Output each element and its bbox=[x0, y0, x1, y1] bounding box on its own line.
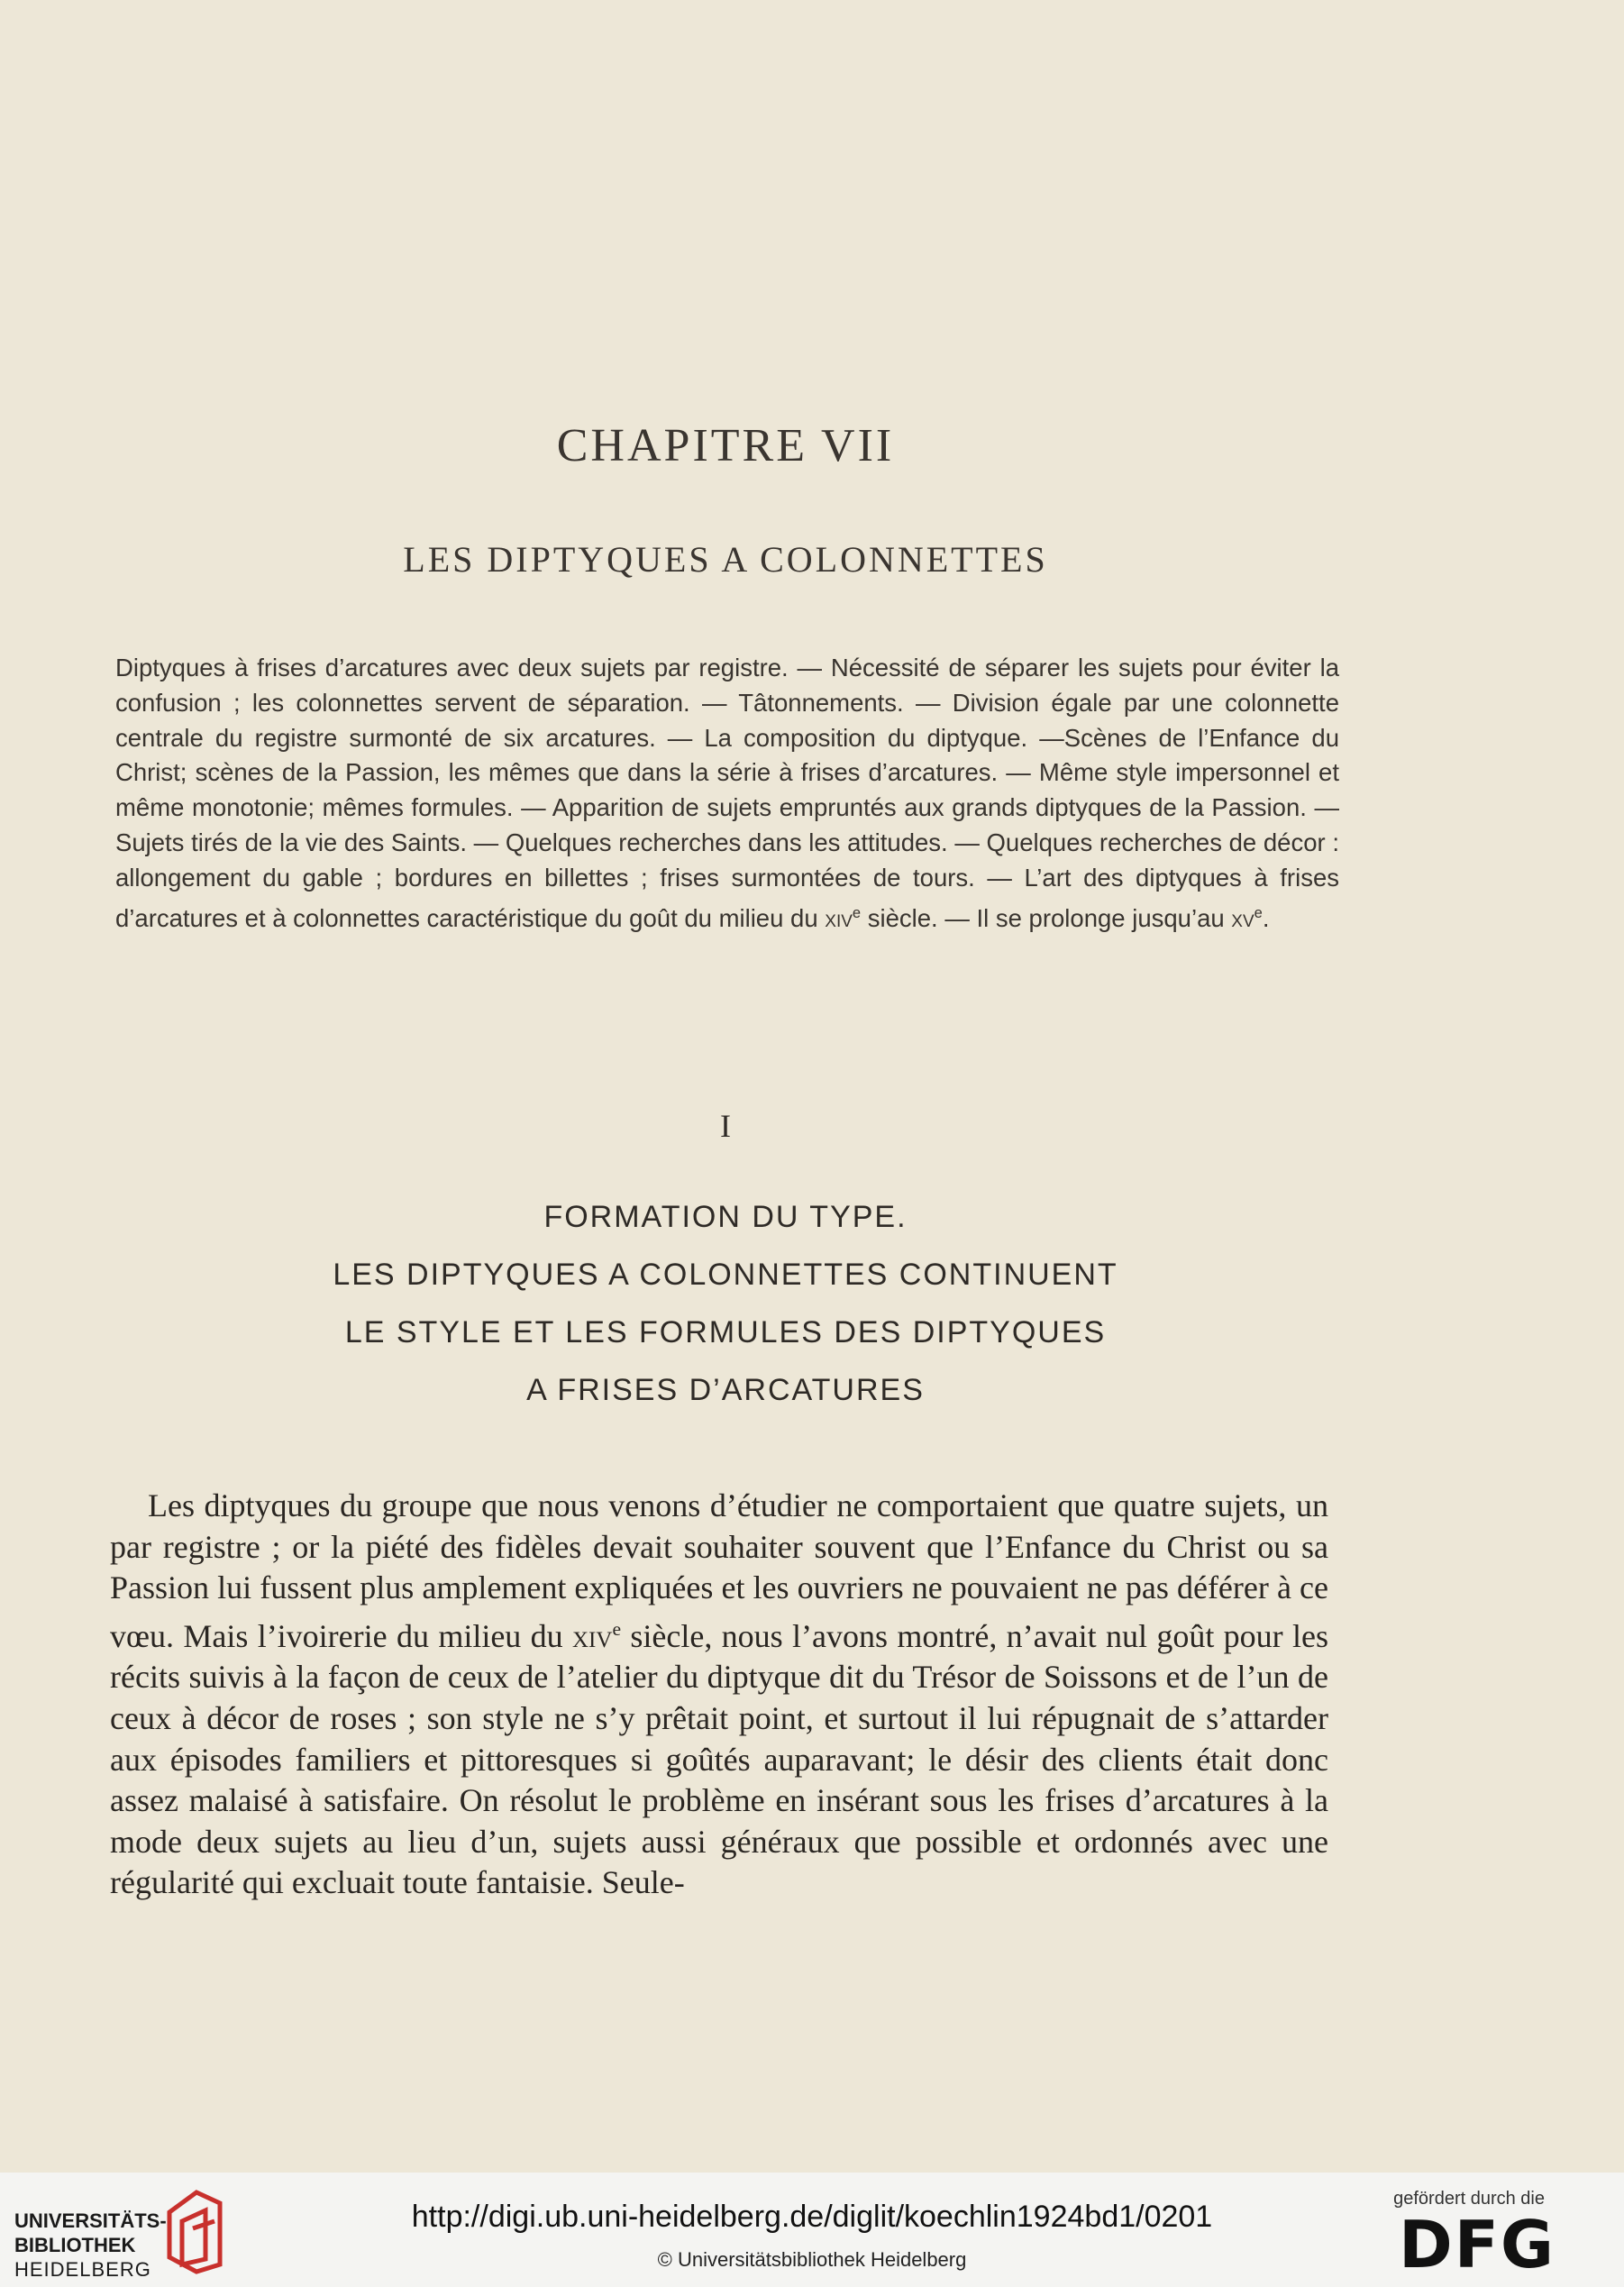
body-paragraph bbox=[110, 1486, 1328, 1904]
body-century: xiv bbox=[572, 1617, 613, 1654]
body-sup: e bbox=[612, 1617, 622, 1640]
chapter-title: CHAPITRE VII bbox=[556, 420, 895, 471]
summary-sup: e bbox=[852, 904, 862, 921]
dfg-logo: DFG bbox=[1398, 2207, 1556, 2282]
summary-century: xiv bbox=[825, 903, 853, 932]
section-heading-line: LES DIPTYQUES A COLONNETTES CONTINUENT bbox=[333, 1258, 1118, 1292]
section-number: I bbox=[720, 1108, 731, 1144]
funding-caption: gefördert durch die bbox=[1393, 2189, 1545, 2209]
copyright-notice: © Universitätsbibliothek Heidelberg bbox=[657, 2248, 967, 2271]
section-heading-line: LE STYLE ET LES FORMULES DES DIPTYQUES bbox=[344, 1315, 1107, 1349]
summary-text: siècle. — Il se prolonge jusqu’au bbox=[861, 903, 1232, 932]
library-name-line: HEIDELBERG bbox=[14, 2258, 151, 2281]
section-heading-line: FORMATION DU TYPE. bbox=[543, 1200, 908, 1234]
chapter-subtitle: LES DIPTYQUES A COLONNETTES bbox=[403, 539, 1048, 580]
library-name-line: BIBLIOTHEK bbox=[14, 2234, 136, 2256]
library-name-line: UNIVERSITÄTS- bbox=[14, 2209, 167, 2232]
summary-sup: e bbox=[1254, 904, 1263, 921]
summary-text: Diptyques à frises d’arcatures avec deux sujets par registre. — Nécessité de séparer les sujets pour éviter la confusion ; les colonnettes servent de séparation. — Tâtonnements. — Division égale par une colonnette centrale du registre surmonté de six arcatures. — La composition du diptyque. —Scènes de l’Enfance du Christ; scènes de la Passion, les mêmes que dans la série à frises d’arcatures. — Même style impersonnel et même monotonie; mêmes formules. — Apparition de sujets empruntés aux grands diptyques de la Passion. — Sujets tirés de la vie des Saints. — Quelques recherches dans les attitudes. — Quelques recherches de décor : allongement du gable ; bordures en billettes ; frises surmontées de tours. — L’art des diptyques à frises d’arcatures et à colonnettes caractéristique du goût du milieu du bbox=[115, 654, 1339, 932]
summary-text: . bbox=[1262, 903, 1270, 932]
section-heading-line: A FRISES D’ARCATURES bbox=[526, 1373, 925, 1407]
summary-century: xv bbox=[1231, 903, 1254, 932]
section-heading bbox=[0, 1188, 1451, 1419]
body-text-run: Les diptyques du groupe que nous venons d’étudier ne comportaient que quatre sujets, un par registre ; or la piété des fidèles devait souhaiter souvent que l’Enfance du Christ ou sa Passion lui fussent plus amplement expliquées et les ouvriers ne pouvaient ne pas déférer à ce vœu. Mais l’ivoirerie du milieu du bbox=[110, 1487, 1328, 1654]
chapter-summary bbox=[115, 651, 1339, 937]
footer-bar bbox=[0, 2173, 1624, 2287]
body-text-run: siècle, nous l’avons montré, n’avait nul goût pour les récits suivis à la façon de ceux de l’atelier du diptyque dit du Trésor de Soissons et de l’un de ceux à décor de roses ; son style ne s’y prêtait point, et surtout il lui répugnait de s’attarder aux épisodes familiers et pittoresques si goûtés auparavant; le désir des clients était donc assez malaisé à satisfaire. On résolut le problème en insérant sous les frises d’arcatures à la mode deux sujets au lieu d’un, sujets aussi généraux que possible et ordonnés avec une régularité qui excluait toute fantaisie. Seule- bbox=[110, 1617, 1328, 1901]
permalink-url[interactable]: http://digi.ub.uni-heidelberg.de/diglit/koechlin1924bd1/0201 bbox=[411, 2200, 1213, 2234]
